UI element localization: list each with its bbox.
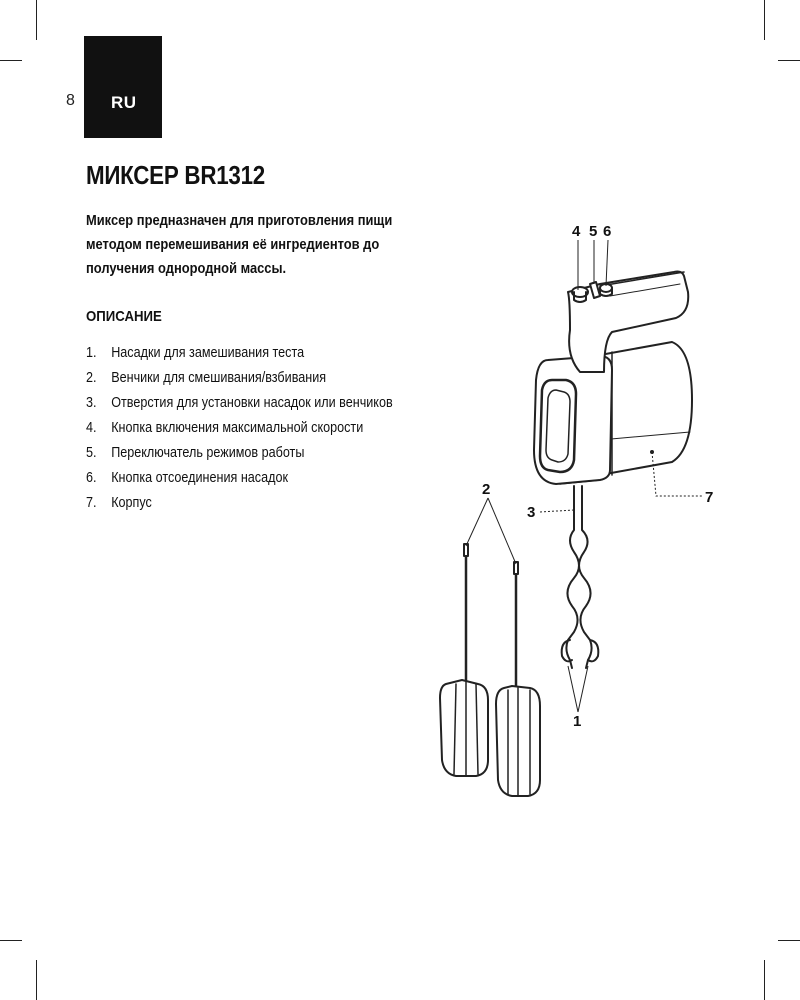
list-item bbox=[86, 490, 393, 515]
whisk-right bbox=[496, 562, 540, 796]
crop-mark-top-left-h bbox=[0, 60, 22, 61]
crop-mark-bottom-left-h bbox=[0, 940, 22, 941]
callout-6: 6 bbox=[603, 223, 612, 240]
callout-1: 1 bbox=[573, 713, 582, 730]
mixer-body bbox=[534, 342, 692, 484]
section-title-description: ОПИСАНИЕ bbox=[86, 308, 162, 325]
crop-mark-top-left bbox=[36, 0, 37, 40]
page-title: МИКСЕР BR1312 bbox=[86, 160, 265, 190]
list-item-text: Переключатель режимов работы bbox=[111, 444, 305, 461]
list-item-number: 1. bbox=[86, 344, 97, 361]
list-item-number: 7. bbox=[86, 494, 97, 511]
list-item-number: 6. bbox=[86, 469, 97, 486]
list-item-text: Отверстия для установки насадок или венчиков bbox=[111, 394, 393, 411]
list-item-number: 2. bbox=[86, 369, 97, 386]
list-item bbox=[86, 340, 393, 365]
callout-2: 2 bbox=[482, 481, 491, 498]
list-item-number: 3. bbox=[86, 394, 97, 411]
mixer-diagram bbox=[420, 210, 740, 810]
intro-paragraph bbox=[86, 209, 413, 281]
page-number: 8 bbox=[66, 92, 75, 109]
intro-line: Миксер предназначен для приготовления пищи bbox=[86, 212, 393, 229]
list-item bbox=[86, 390, 393, 415]
language-tab bbox=[84, 36, 162, 138]
intro-line: методом перемешивания её ингредиентов до bbox=[86, 236, 380, 253]
list-item-number: 4. bbox=[86, 419, 97, 436]
list-item bbox=[86, 440, 393, 465]
whisk-left bbox=[440, 544, 488, 776]
crop-mark-bottom-right bbox=[764, 960, 765, 1000]
crop-mark-bottom-left bbox=[36, 960, 37, 1000]
description-list bbox=[86, 340, 393, 515]
callout-7: 7 bbox=[705, 489, 714, 506]
crop-mark-top-right bbox=[764, 0, 765, 40]
intro-line: получения однородной массы. bbox=[86, 260, 287, 277]
list-item-text: Корпус bbox=[111, 494, 152, 511]
list-item bbox=[86, 365, 393, 390]
callout-5: 5 bbox=[589, 223, 598, 240]
list-item-text: Венчики для смешивания/взбивания bbox=[111, 369, 327, 386]
list-item-text: Кнопка отсоединения насадок bbox=[111, 469, 288, 486]
list-item-text: Насадки для замешивания теста bbox=[111, 344, 305, 361]
crop-mark-top-right-h bbox=[778, 60, 800, 61]
crop-mark-bottom-right-h bbox=[778, 940, 800, 941]
list-item bbox=[86, 465, 393, 490]
callout-3: 3 bbox=[527, 504, 536, 521]
list-item-number: 5. bbox=[86, 444, 97, 461]
language-tab-label: RU bbox=[111, 93, 137, 112]
list-item bbox=[86, 415, 393, 440]
list-item-text: Кнопка включения максимальной скорости bbox=[111, 419, 364, 436]
dough-hooks bbox=[562, 486, 599, 668]
callout-4: 4 bbox=[572, 223, 581, 240]
